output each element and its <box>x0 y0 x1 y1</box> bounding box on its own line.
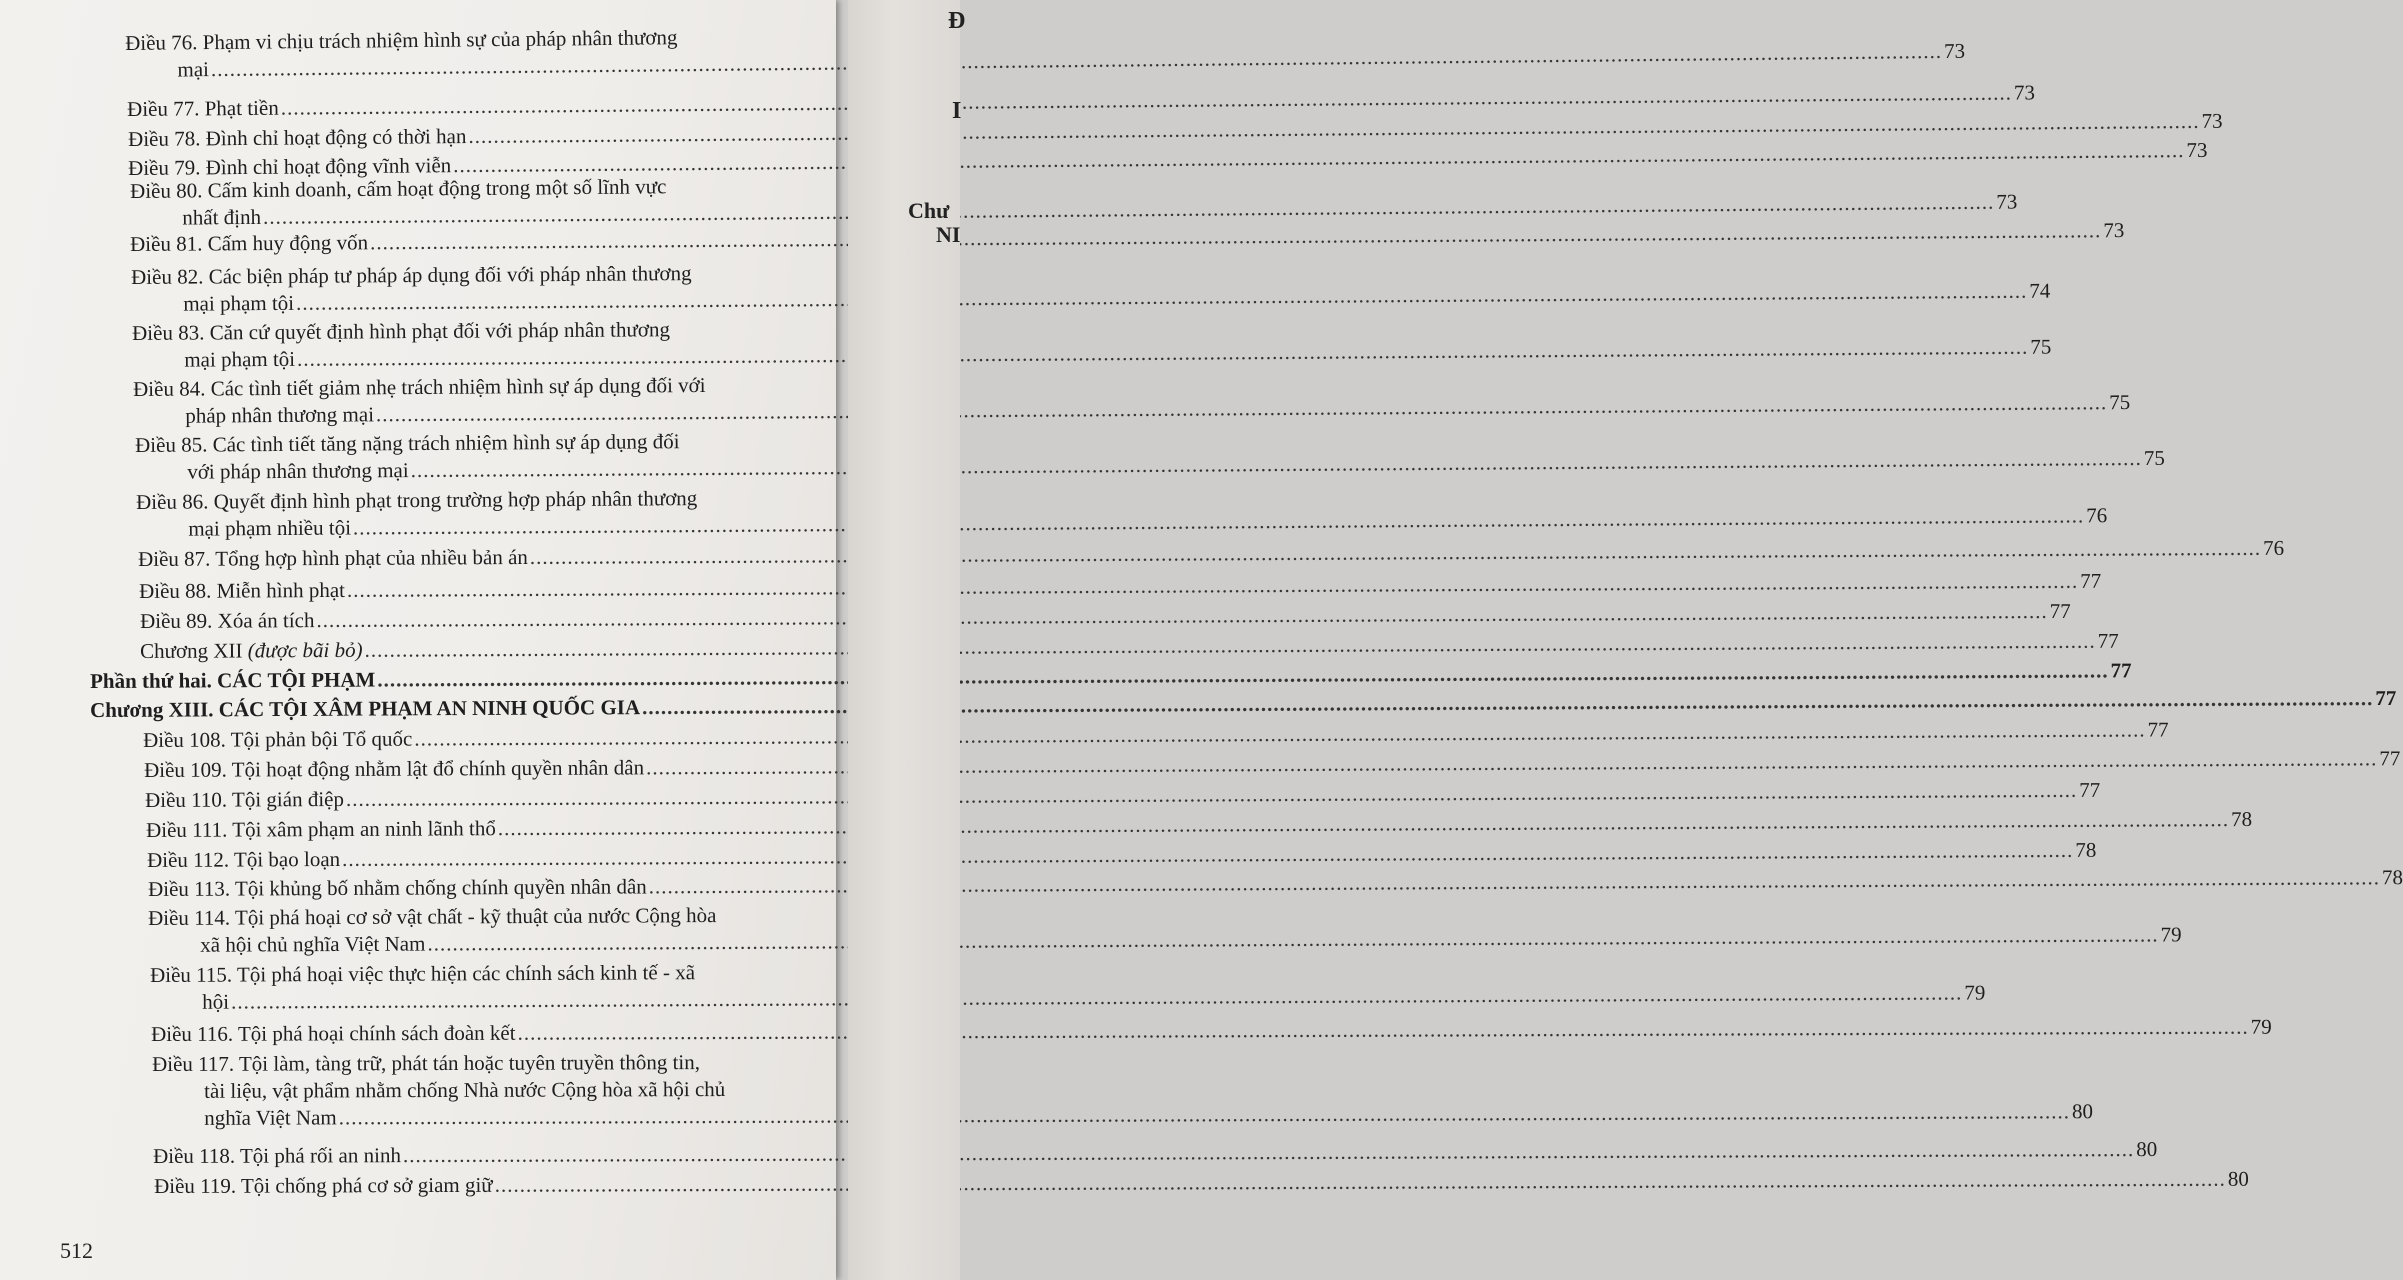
toc-page-number: 76 <box>2086 503 2108 528</box>
toc-entry-title <box>153 1142 401 1170</box>
toc-entry <box>140 628 2119 665</box>
next-page-heading: Chư <box>908 198 950 223</box>
toc-entry-title <box>140 607 315 635</box>
toc-entry-title-cont: nghĩa Việt Nam <box>204 1105 337 1130</box>
toc-entry <box>131 259 2051 318</box>
toc-entry <box>154 1166 2249 1200</box>
toc-page-number: 73 <box>2201 108 2223 133</box>
toc-page-number: 77 <box>2147 717 2169 742</box>
toc-entry-title-text: Điều 77. Phạt tiền <box>127 95 279 121</box>
toc-entry <box>136 484 2108 543</box>
toc-entry-title: Điều 86. Quyết định hình phạt trong trường hợp pháp nhân thương <box>136 486 698 514</box>
toc-entry <box>90 685 2397 724</box>
toc-entry <box>127 80 2036 123</box>
leader-dots <box>403 1136 2134 1169</box>
toc-page-number: 73 <box>2013 80 2036 105</box>
toc-entry <box>133 371 2131 430</box>
toc-entry <box>145 777 2101 814</box>
toc-entry-title <box>145 786 344 814</box>
toc-entry <box>140 598 2071 635</box>
toc-entry <box>153 1137 2158 1170</box>
toc-entry-note: (được bãi bỏ) <box>247 637 363 663</box>
toc-page-number: 73 <box>2186 137 2208 163</box>
toc-entry-title-cont: mại <box>177 57 210 82</box>
toc-page-number: 74 <box>2029 278 2051 303</box>
toc-entry-title: Điều 85. Các tình tiết tăng nặng trách nhiệm hình sự áp dụng đối <box>135 429 680 457</box>
next-page-letter: I <box>952 98 962 124</box>
toc-entry <box>125 23 1966 84</box>
toc-entry-title <box>139 577 345 605</box>
toc-page-number: 76 <box>2263 535 2285 560</box>
toc-entry <box>150 958 1986 1016</box>
toc-entry <box>151 1014 2272 1048</box>
toc-entry <box>148 901 2182 959</box>
toc-entry-title-text: Điều 88. Miễn hình phạt <box>139 577 346 603</box>
toc-page-number: 77 <box>2080 568 2102 593</box>
toc-entry-title-text: Điều 79. Đình chỉ hoạt động vĩnh viễn <box>128 153 452 180</box>
toc-entry-title <box>143 726 412 754</box>
next-page-letter: Đ <box>948 8 966 34</box>
toc-entry-title <box>154 1172 493 1200</box>
toc-entry-title <box>151 1020 516 1048</box>
toc-entry-title-cont: với pháp nhân thương mại <box>187 458 409 484</box>
toc-page-number: 73 <box>1943 38 1966 63</box>
toc-entry <box>152 1049 2094 1132</box>
toc-page-number: 75 <box>2143 445 2165 470</box>
toc-entry-title-cont: mại phạm nhiều tội <box>188 515 352 541</box>
toc-entry-title-cont: tài liệu, vật phẩm nhằm chống Nhà nước Cộng hòa xã hội chủ <box>204 1076 726 1103</box>
toc-page-number: 80 <box>2136 1137 2158 1162</box>
page-number: 512 <box>60 1238 93 1263</box>
toc-entry <box>128 108 2223 153</box>
toc-page-number: 78 <box>2230 806 2253 832</box>
toc-page-number: 79 <box>2160 922 2182 947</box>
toc-entry <box>139 568 2102 605</box>
leader-dots <box>339 1098 2070 1131</box>
toc-entry-title-cont: nhất định <box>182 204 262 230</box>
toc-page-number: 77 <box>2375 685 2397 711</box>
toc-page-number: 77 <box>2079 777 2101 802</box>
toc-entry-title-text: Chương XIII. CÁC TỘI XÂM PHẠM AN NINH QUỐC GIA <box>90 695 641 722</box>
toc-entry-title <box>130 229 368 258</box>
toc-entry-title <box>144 754 644 784</box>
toc-entry-title: Điều 117. Tội làm, tàng trữ, phát tán hoặc tuyên truyền thông tin, <box>152 1050 701 1076</box>
toc-entry-title-text: Điều 89. Xóa án tích <box>140 608 315 633</box>
toc-page-number: 73 <box>1996 189 2018 214</box>
toc-entry-title <box>90 694 640 724</box>
toc-page-number: 77 <box>2097 628 2119 653</box>
toc-entry-title: Điều 76. Phạm vi chịu trách nhiệm hình sự của pháp nhân thương <box>125 25 678 55</box>
toc-entry-title-text: Điều 87. Tổng hợp hình phạt của nhiều bản án <box>138 544 528 571</box>
toc-page-number: 79 <box>1964 980 1986 1005</box>
toc-page-number: 75 <box>2109 390 2131 415</box>
leader-dots <box>530 535 2261 571</box>
toc-entry-title-text: Điều 118. Tội phá rối an ninh <box>153 1143 401 1168</box>
toc-page-number: 75 <box>2030 334 2052 359</box>
toc-entry-title-text: Điều 109. Tội hoạt động nhằm lật đổ chính quyền nhân dân <box>144 755 645 782</box>
toc-page-number: 78 <box>2381 865 2403 890</box>
toc-entry-title: Điều 83. Căn cứ quyết định hình phạt đối với pháp nhân thương <box>132 317 670 345</box>
toc-entry <box>138 535 2285 573</box>
toc-entry-title-cont: pháp nhân thương mại <box>185 402 375 428</box>
toc-entry <box>148 865 2403 903</box>
toc-page-number: 77 <box>2379 746 2401 771</box>
toc-entry-title: Điều 115. Tội phá hoại việc thực hiện các chính sách kinh tế - xã <box>150 960 696 987</box>
toc-entry-title-cont: mại phạm tội <box>183 290 295 316</box>
toc-entry-title <box>127 95 279 123</box>
next-page-heading: NI <box>936 222 961 247</box>
toc-page-number: 77 <box>2049 598 2071 624</box>
toc-entry-title-text: Điều 112. Tội bạo loạn <box>147 846 341 872</box>
toc-entry <box>143 717 2169 754</box>
toc-entry-title <box>138 544 528 573</box>
toc-entry <box>146 806 2253 844</box>
toc-entry <box>147 837 2097 874</box>
toc-entry <box>135 427 2165 486</box>
toc-entry <box>144 746 2401 784</box>
toc-page-number: 73 <box>2103 218 2125 243</box>
toc-entry-title <box>128 123 467 153</box>
toc-entry-title-text: Điều 119. Tội chống phá cơ sở giam giữ <box>154 1172 493 1198</box>
leader-dots <box>495 1166 2226 1199</box>
toc-entry-title <box>146 815 496 844</box>
toc-entry-title: Điều 80. Cấm kinh doanh, cấm hoạt động trong một số lĩnh vực <box>130 174 667 203</box>
toc-entry <box>132 315 2052 374</box>
toc-entry-title <box>140 637 363 665</box>
toc-entry-title-text: Điều 110. Tội gián điệp <box>145 786 345 812</box>
toc-entry-title <box>90 667 375 695</box>
toc-entry-title: Điều 114. Tội phá hoại cơ sở vật chất - kỹ thuật của nước Cộng hòa <box>148 903 717 930</box>
toc-entry-title-text: Điều 78. Đình chỉ hoạt động có thời hạn <box>128 124 467 151</box>
toc-entry-title-text: Điều 113. Tội khủng bố nhằm chống chính quyền nhân dân <box>148 874 647 901</box>
toc-entry-title-cont: xã hội chủ nghĩa Việt Nam <box>200 931 426 957</box>
toc-page-number: 79 <box>2250 1014 2272 1039</box>
toc-entry-title: Điều 84. Các tình tiết giảm nhẹ trách nhiệm hình sự áp dụng đối với <box>133 373 706 401</box>
toc-entry-title-text: Phần thứ hai. CÁC TỘI PHẠM <box>90 667 376 693</box>
toc-entry-title <box>148 873 647 903</box>
toc-entry-title-cont: mại phạm tội <box>184 346 296 372</box>
toc-page-number: 77 <box>2110 658 2132 683</box>
toc-entry-title-text: Điều 111. Tội xâm phạm an ninh lãnh thổ <box>146 816 496 842</box>
toc-page-number: 78 <box>2075 837 2097 862</box>
leader-dots <box>517 1014 2248 1047</box>
toc-entry <box>90 658 2132 695</box>
toc-entry-title-text: Điều 108. Tội phản bội Tổ quốc <box>143 726 413 752</box>
toc-entry-title <box>147 846 340 874</box>
toc-entry-title-text: Điều 81. Cấm huy động vốn <box>130 230 369 256</box>
book-page-right-edge <box>848 0 966 1280</box>
toc-entry-title-text: Chương XII <box>140 638 248 663</box>
toc-entry-title-cont: hội <box>202 989 230 1014</box>
toc-entry-title-text: Điều 116. Tội phá hoại chính sách đoàn kết <box>151 1020 516 1046</box>
toc-page-number: 80 <box>2227 1166 2249 1191</box>
toc-entry-title: Điều 82. Các biện pháp tư pháp áp dụng đối với pháp nhân thương <box>131 261 692 289</box>
toc-page-number: 80 <box>2071 1099 2094 1124</box>
